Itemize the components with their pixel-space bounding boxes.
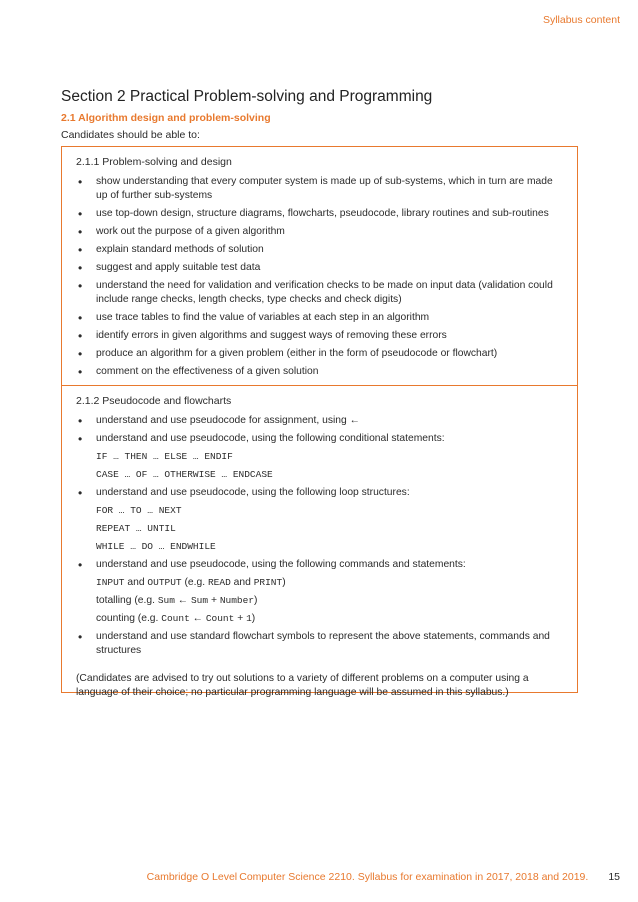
page-footer (147, 871, 620, 883)
arrow-token: ← (189, 613, 206, 624)
list-item: • identify errors in given algorithms and suggest ways of removing these errors (76, 329, 563, 343)
list-item: • understand the need for validation and verification checks to be made on input data (validation could include range checks, length checks, type checks and check digits) (76, 279, 563, 307)
text-token: ) (282, 577, 286, 588)
list-item: • comment on the effectiveness of a given solution (76, 365, 563, 379)
code-line: FOR … TO … NEXT (96, 505, 182, 516)
box-heading: 2.1.2 Pseudocode and flowcharts (76, 395, 232, 407)
objectives-list (76, 175, 563, 379)
code-token: Sum (157, 595, 175, 606)
objectives-list (76, 630, 563, 658)
list-item: • understand and use pseudocode for assignment, using ← (76, 414, 563, 428)
box-heading: 2.1.1 Problem-solving and design (76, 156, 232, 168)
code-token: READ (207, 577, 231, 588)
code-token: Sum (190, 595, 209, 606)
text-token: counting (e.g. (96, 613, 162, 624)
page-number: 15 (608, 871, 620, 883)
code-line: WHILE … DO … ENDWHILE (96, 541, 216, 552)
objectives-list (76, 558, 563, 572)
code-token: OUTPUT (147, 577, 182, 588)
totalling-line (76, 594, 563, 608)
list-item: • understand and use pseudocode, using the following commands and statements: (76, 558, 563, 572)
arrow-token: ← (174, 595, 191, 606)
list-item: • show understanding that every computer system is made up of sub-systems, which in turn are made up of further sub-systems (76, 175, 563, 203)
counting-line (76, 612, 563, 626)
list-item: • use top-down design, structure diagrams, flowcharts, pseudocode, library routines and sub-routines (76, 207, 563, 221)
footer-text: Cambridge O Level Computer Science 2210. Syllabus for examination in 2017, 2018 and 2019. (146, 871, 589, 883)
list-item: • suggest and apply suitable test data (76, 261, 563, 275)
running-head: Syllabus content (542, 14, 620, 26)
text-token: (e.g. (181, 577, 208, 588)
problem-solving-box (61, 146, 578, 386)
text-token: ) (251, 613, 256, 624)
code-line: REPEAT … UNTIL (96, 523, 176, 534)
code-line: CASE … OF … OTHERWISE … ENDCASE (96, 469, 273, 480)
list-item: • work out the purpose of a given algorithm (76, 225, 563, 239)
objectives-list (76, 414, 563, 446)
code-token: Number (219, 595, 255, 606)
code-token: Count (161, 613, 190, 624)
text-token: + (208, 595, 220, 606)
text-token: and (124, 577, 148, 588)
code-token: Count (205, 613, 235, 624)
list-item: • explain standard methods of solution (76, 243, 563, 257)
subsection-title: 2.1 Algorithm design and problem-solving (61, 112, 271, 124)
code-line: IF … THEN … ELSE … ENDIF (96, 451, 233, 462)
command-line (76, 576, 563, 590)
list-item: • understand and use standard flowchart symbols to represent the above statements, commands and structures (76, 630, 563, 658)
candidates-note: (Candidates are advised to try out solutions to a variety of different problems on a computer using a language of their choice; no particular programming language will be assumed in this syllabus.) (76, 673, 529, 698)
intro-text: Candidates should be able to: (61, 129, 200, 141)
pseudocode-box (61, 386, 578, 698)
list-item: • understand and use pseudocode, using the following conditional statements: (76, 432, 563, 446)
list-item: • produce an algorithm for a given problem (either in the form of pseudocode or flowchart) (76, 347, 563, 361)
text-token: + (234, 613, 247, 624)
objectives-list (76, 486, 563, 500)
text-token: ) (254, 595, 258, 606)
text-token: and (230, 577, 254, 588)
list-item: • understand and use pseudocode, using the following loop structures: (76, 486, 563, 500)
section-title: Section 2 Practical Problem-solving and Programming (61, 88, 433, 105)
list-item: • use trace tables to find the value of variables at each step in an algorithm (76, 311, 563, 325)
text-token: totalling (e.g. (96, 595, 158, 606)
code-token: INPUT (96, 577, 125, 588)
code-token: 1 (246, 613, 252, 624)
code-token: PRINT (253, 577, 283, 588)
